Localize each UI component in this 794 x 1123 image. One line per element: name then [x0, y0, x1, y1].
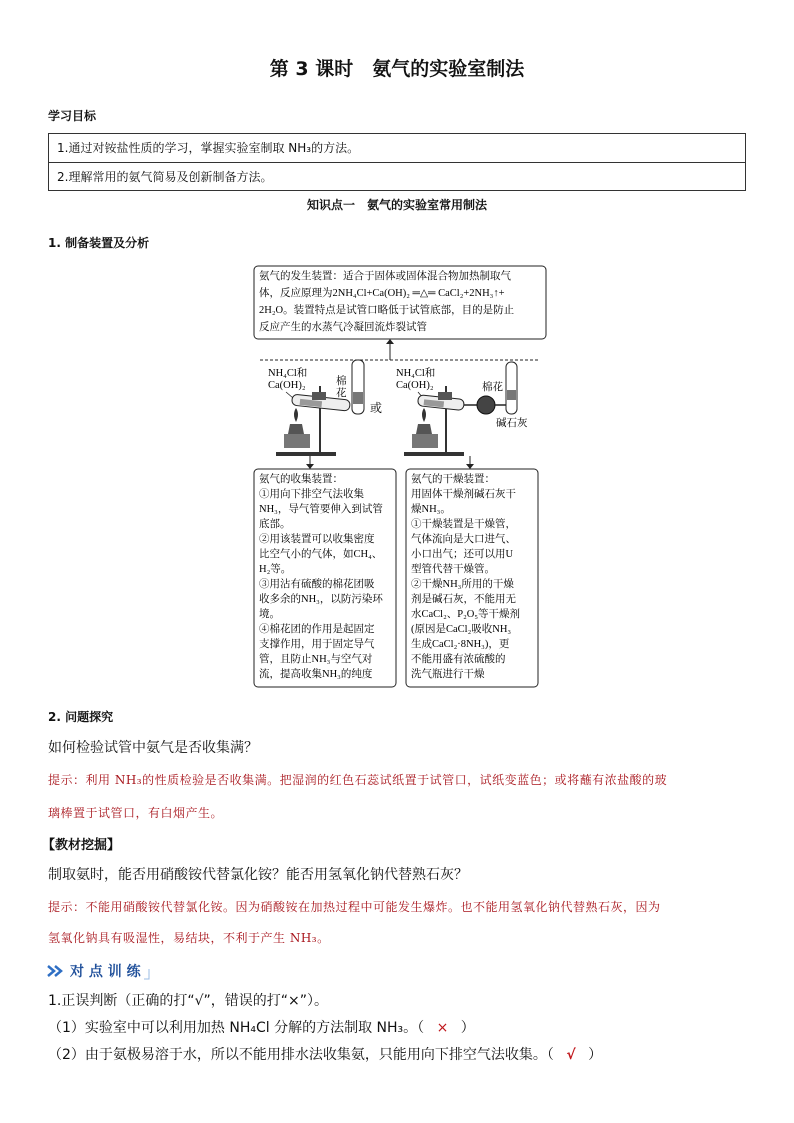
drying-line: 气体流向是大口进气、 — [411, 534, 516, 545]
hint-1-line-1 — [48, 771, 748, 788]
collection-line: 支撑作用，用于固定导气 — [259, 639, 375, 650]
collection-line: ①用向下排空气法收集 — [259, 489, 364, 500]
judgement-text: （1）实验室中可以利用加热 NH₄Cl 分解的方法制取 NH₃。（ — [48, 1020, 425, 1036]
objective-item: 1.通过对铵盐性质的学习，掌握实验室制取 NH₃的方法。 — [57, 141, 360, 155]
drying-line: ②干燥NH₃所用的干燥 — [411, 579, 514, 590]
collection-line: ②用该装置可以收集密度 — [259, 534, 375, 545]
hint-2-line-1 — [48, 898, 748, 915]
section-2-heading: 2. 问题探究 — [48, 710, 114, 724]
objectives-heading: 学习目标 — [48, 109, 97, 123]
judgement-close: ） — [588, 1047, 603, 1063]
reagent-label: NH₄Cl和 — [396, 368, 436, 379]
page-title: 第 3 课时 氨气的实验室制法 — [269, 58, 525, 80]
training-question-1: 1.正误判断（正确的打“√”，错误的打“×”）。 — [48, 993, 329, 1009]
generation-line: 体，反应原理为2NH₄Cl+Ca(OH)₂ ═△═ CaCl₂+2NH₃↑+ — [259, 288, 505, 299]
generation-line: 2H₂O。装置特点是试管口略低于试管底部，目的是防止 — [259, 305, 515, 316]
drying-line: 小口出气；还可以用U — [411, 549, 514, 560]
judgement-close: ） — [460, 1020, 475, 1036]
right-apparatus-icon — [396, 362, 528, 456]
hint-2-text: 不能用硝酸铵代替氯化铵。因为硝酸铵在加热过程中可能发生爆炸。也不能用氢氧化钠代替熟石灰，因为 — [85, 900, 661, 914]
double-chevron-icon — [46, 964, 64, 978]
collection-line: ③用沾有硫酸的棉花团吸 — [259, 579, 375, 590]
or-label: 或 — [370, 401, 383, 415]
drying-line: 水CaCl₂、P₂O₅等干燥剂 — [411, 609, 520, 620]
reagent-label: Ca(OH)₂ — [396, 380, 434, 391]
knowledge-point-heading: 知识点一 氨气的实验室常用制法 — [306, 198, 487, 212]
section-1-heading: 1. 制备装置及分析 — [48, 236, 150, 250]
collection-line: 收多余的NH₃，以防污染环 — [259, 594, 383, 605]
collection-line: 流，提高收集NH₃的纯度 — [259, 669, 373, 680]
collection-line: NH₃，导气管要伸入到试管 — [259, 504, 383, 515]
drying-line: 氨气的干燥装置： — [411, 474, 495, 485]
bracket-icon — [143, 961, 151, 981]
cotton-label: 棉 — [336, 376, 347, 387]
generation-line: 反应产生的水蒸气冷凝回流炸裂试管 — [259, 322, 427, 333]
drying-line: 燥NH₃。 — [411, 504, 451, 515]
collection-line: 比空气小的气体，如CH₄、 — [259, 549, 383, 560]
hint-label: 提示： — [48, 773, 86, 787]
hint-label: 提示： — [48, 900, 86, 914]
cotton-label: 棉花 — [482, 382, 503, 393]
collection-line: 氨气的收集装置： — [259, 474, 343, 485]
collection-line: 境。 — [259, 609, 280, 620]
training-heading-bar — [46, 960, 151, 982]
drying-line: (原因是CaCl₂吸收NH₃ — [411, 624, 512, 635]
left-apparatus-icon — [268, 360, 364, 456]
apparatus-diagram — [250, 264, 550, 690]
drying-line: 不能用盛有浓硫酸的 — [411, 654, 506, 665]
answer-mark: √ — [566, 1047, 576, 1063]
question-2: 制取氨时，能否用硝酸铵代替氯化铵？能否用氢氧化钠代替熟石灰？ — [48, 867, 468, 883]
judgement-item-1 — [48, 1017, 475, 1037]
drying-line: 型管代替干燥管。 — [411, 564, 495, 575]
collection-line: ④棉花团的作用是起固定 — [259, 624, 375, 635]
drying-line: 剂是碱石灰，不能用无 — [411, 594, 516, 605]
collection-line: 底部。 — [259, 519, 291, 530]
reagent-label: NH₄Cl和 — [268, 368, 308, 379]
judgement-item-2 — [48, 1044, 602, 1064]
objectives-box — [48, 133, 746, 191]
drying-line: 生成CaCl₂·8NH₃)，更 — [411, 639, 510, 650]
reagent-label: Ca(OH)₂ — [268, 380, 306, 391]
hint-1-line-2: 璃棒置于试管口，有白烟产生。 — [48, 806, 224, 820]
textbook-tag: 【教材挖掘】 — [42, 838, 121, 853]
judgement-text: （2）由于氨极易溶于水，所以不能用排水法收集氨，只能用向下排空气法收集。（ — [48, 1047, 554, 1063]
drying-line: 洗气瓶进行干燥 — [411, 669, 485, 680]
soda-lime-label: 碱石灰 — [496, 418, 528, 429]
drying-tube-icon — [477, 396, 495, 414]
hint-2-line-2: 氢氧化钠具有吸湿性，易结块，不利于产生 NH₃。 — [48, 931, 330, 945]
drying-line: ①干燥装置是干燥管， — [411, 519, 516, 530]
drying-line: 用固体干燥剂碱石灰干 — [411, 489, 516, 500]
training-heading: 对 点 训 练 — [70, 964, 141, 980]
generation-line: 氨气的发生装置：适合于固体或固体混合物加热制取气 — [259, 271, 511, 282]
hint-1-text: 利用 NH₃的性质检验是否收集满。把湿润的红色石蕊试纸置于试管口，试纸变蓝色；或将蘸有浓盐酸的玻 — [85, 773, 668, 787]
cotton-label: 花 — [336, 388, 347, 399]
question-1: 如何检验试管中氨气是否收集满？ — [48, 740, 258, 756]
objective-item: 2.理解常用的氨气简易及创新制备方法。 — [49, 162, 745, 191]
collection-line: H₂等。 — [259, 564, 292, 575]
collection-line: 管，且防止NH₃与空气对 — [259, 654, 373, 665]
answer-mark: × — [436, 1020, 449, 1036]
